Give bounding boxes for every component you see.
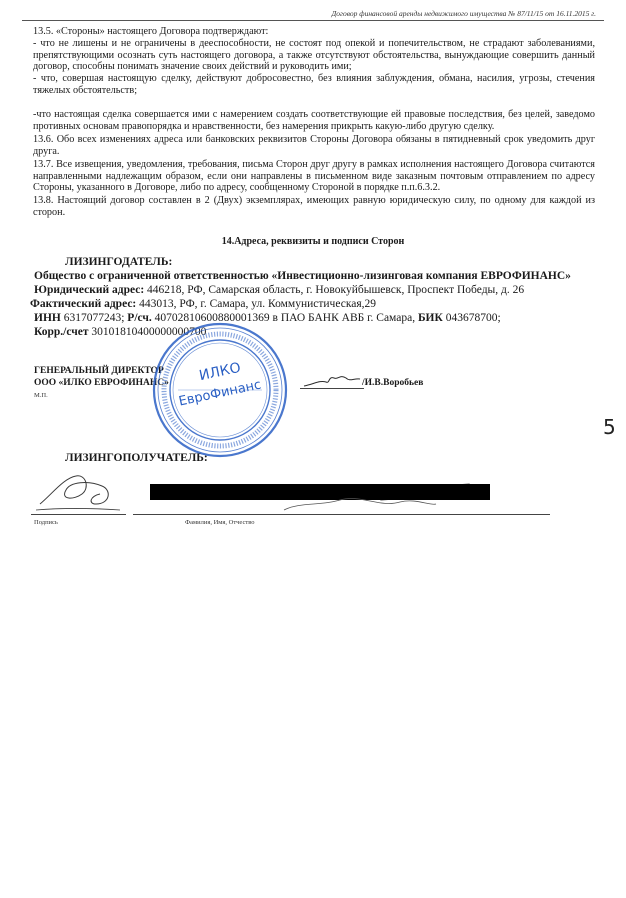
paragraph-13-5-b: - что, совершая настоящую сделку, действуют добросовестно, без влияния заблуждения, обмана, насилия, угрозы, стечения тяжелых обстоятельств; [33,73,595,96]
seal-place-mark: М.П. [34,392,48,399]
corr-value: 30101810400000000700 [88,326,207,338]
legal-address-value: 446218, РФ, Самарская область, г. Новокуйбышевск, Проспект Победы, д. 26 [144,284,525,296]
stamp-text-1: ИЛКО [197,359,243,385]
paragraph-13-5-a: - что не лишены и не ограничены в дееспособности, не состоят под опекой и попечительством, не страдают заболеваниями, препятствующими осознать суть настоящего договора, а также отсутствуют обстоятельства, вынуждающие совершить данный договор, способны понимать значение своих действий и руководить ими; [33,38,595,73]
director-org: ООО «ИЛКО ЕВРОФИНАНС» [34,378,169,388]
section-title: 14.Адреса, реквизиты и подписи Сторон [221,236,405,247]
director-name: /И.В.Воробьев [362,378,424,388]
corr-label: Корр./счет [34,326,89,338]
director-signature-scribble [300,370,370,392]
name-caption: Фамилия, Имя, Отчество [185,519,255,526]
header-rule [22,20,604,21]
account-value: 40702810600880001369 в ПАО БАНК АВБ г. Самара, [151,312,418,324]
bik-value: 043678700; [442,312,501,324]
paragraph-13-5-c: -что настоящая сделка совершается ими с намерением создать соответствующие ей правовые последствия, без целей, заведомо противных основам правопорядка и нравственности, без намерения прикрыть какую-либо другую сделку. [33,109,595,132]
paragraph-13-7: 13.7. Все извещения, уведомления, требования, письма Сторон друг другу в рамках исполнения настоящего Договора считаются направленными надлежащим образом, если они направлены в письменном виде заказным почтовым отправлением по адресу Стороны, указанного в Договоре, либо по адресу, сообщенному Стороной в порядке п.п.6.3.2. [33,159,595,194]
company-stamp [150,320,290,460]
bik-label: БИК [417,312,443,324]
director-position: ГЕНЕРАЛЬНЫЙ ДИРЕКТОР [34,366,164,376]
legal-address-label: Юридический адрес: [34,284,145,296]
actual-address-label: Фактический адрес: [30,298,137,310]
lessor-company: Общество с ограниченной ответственностью «Инвестиционно-лизинговая компания ЕВРОФИНАНС» [34,270,571,282]
paragraph-13-6: 13.6. Обо всех изменениях адреса или банковских реквизитов Стороны Договора обязаны в пятидневный срок уведомить друг друга. [33,134,595,157]
page-number: 5 [603,415,616,439]
lessor-heading: ЛИЗИНГОДАТЕЛЬ: [65,256,173,268]
inn-value: 6317077243; [60,312,128,324]
paragraph-13-5: 13.5. «Стороны» настоящего Договора подтверждают: [33,26,269,37]
document-header: Договор финансовой аренды недвижимого имущества № 87/11/15 от 16.11.2015 г. [331,9,596,18]
lessor-legal-address [34,284,524,296]
actual-address-value: 443013, РФ, г. Самара, ул. Коммунистическая,29 [136,298,376,310]
signature-caption: Подпись [34,519,58,526]
lessee-heading: ЛИЗИНГОПОЛУЧАТЕЛЬ: [65,452,208,464]
lessor-actual-address [30,298,376,310]
stamp-text-2: ЕвроФинанс [177,377,263,410]
lessee-name-scribble [280,480,440,516]
inn-label: ИНН [34,312,61,324]
paragraph-13-8: 13.8. Настоящий договор составлен в 2 (Двух) экземплярах, имеющих равную юридическую силу, по одному для каждой из сторон. [33,195,595,218]
account-label: Р/сч. [127,312,152,324]
lessee-signature-line [31,514,126,515]
lessee-signature-scribble [30,464,140,516]
